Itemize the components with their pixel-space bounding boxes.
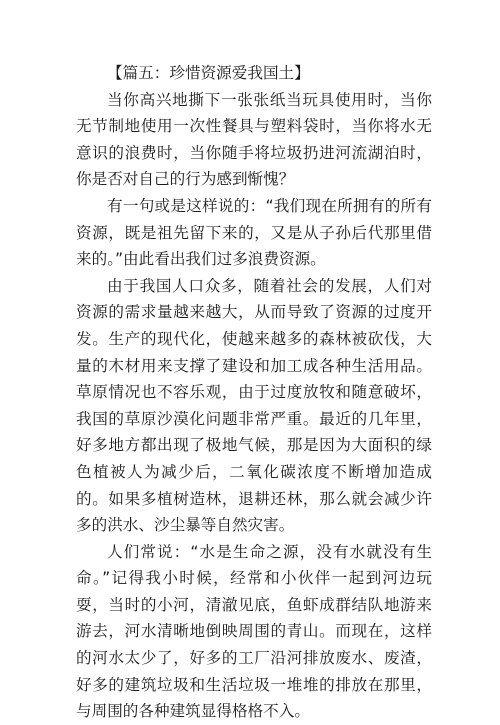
paragraph-4: 人们常说：“水是生命之源，没有水就没有生命。”记得我小时候，经常和小伙伴一起到河边玩耍，当时的小河，清澈见底，鱼虾成群结队地游来游去，河水清晰地倒映周围的青山。而现在，这样的河水太少了，好多的工厂沿河排放废水、废渣，好多的建筑垃圾和生活垃圾一堆堆的排放在那里，与周围的各种建筑显得格格不入。 <box>76 542 432 721</box>
document-title: 【篇五：珍惜资源爱我国土】 <box>107 64 310 82</box>
document-body <box>76 60 432 725</box>
paragraph-2: 有一句或是这样说的：“我们现在所拥有的所有资源，既是祖先留下来的，又是从子孙后代那里借来的。”由此看出我们过多浪费资源。 <box>76 196 432 269</box>
paragraph-1: 当你高兴地撕下一张张纸当玩具使用时，当你无节制地使用一次性餐具与塑料袋时，当你将水无意识的浪费时，当你随手将垃圾扔进河流湖泊时，你是否对自己的行为感到惭愧？ <box>76 90 432 189</box>
paragraph-3: 由于我国人口众多，随着社会的发展，人们对资源的需求量越来越大，从而导致了资源的过度开发。生产的现代化，使越来越多的森林被砍伐，大量的木材用来支撑了建设和加工成各种生活用品。草原情况也不容乐观，由于过度放牧和随意破坏，我国的草原沙漠化问题非常严重。最近的几年里，好多地方都出现了极地气候，那是因为大面积的绿色植被人为减少后，二氧化碳浓度不断增加造成的。如果多植树造林，退耕还林，那么就会减少许多的洪水、沙尘暴等自然灾害。 <box>76 276 432 535</box>
